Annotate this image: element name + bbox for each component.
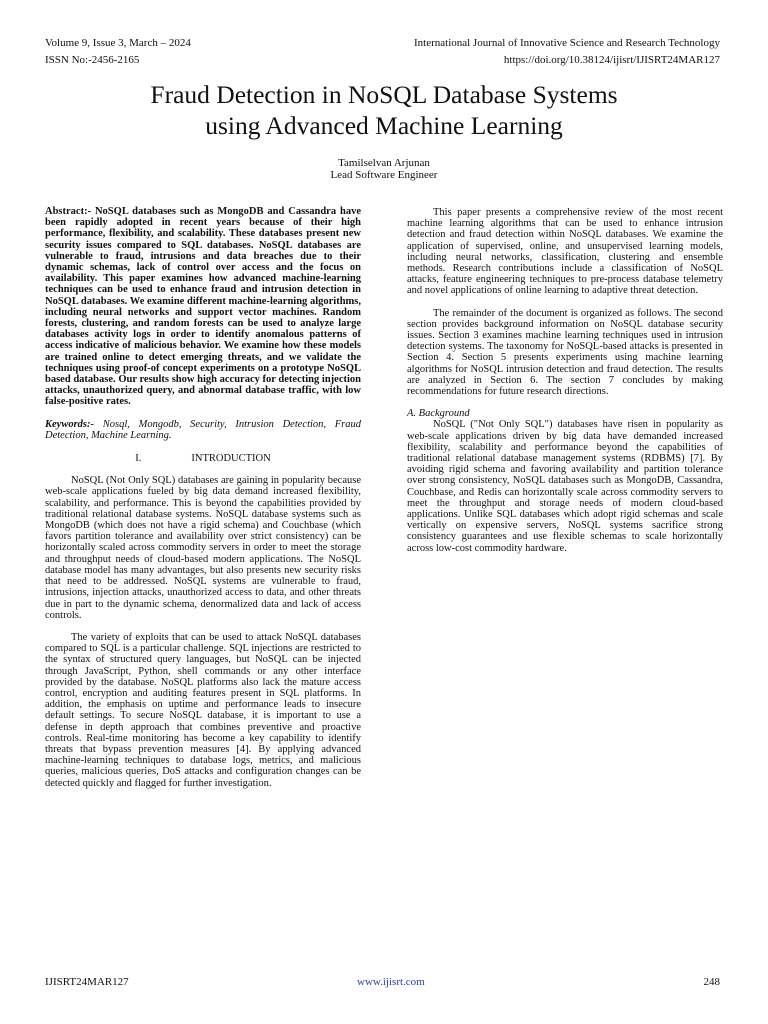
title-line-1: Fraud Detection in NoSQL Database Systems — [150, 80, 618, 109]
author-block — [0, 157, 768, 181]
footer-paper-id: IJISRT24MAR127 — [45, 976, 129, 988]
keywords-label: Keywords:- — [45, 418, 94, 430]
paper-title — [0, 79, 768, 141]
section-title: INTRODUCTION — [191, 453, 271, 465]
author-role: Lead Software Engineer — [330, 169, 438, 181]
subsection-heading-background: A. Background — [407, 408, 470, 420]
header-doi[interactable]: https://doi.org/10.38124/ijisrt/IJISRT24MAR127 — [503, 54, 720, 66]
header-issn: ISSN No:-2456-2165 — [45, 54, 140, 66]
author-name: Tamilselvan Arjunan — [338, 157, 430, 169]
intro-paragraph-2: The variety of exploits that can be used to attack NoSQL databases compared to SQL is a particular challenge. SQL injections are restricted to the syntax of structured query languages, but NoSQL can be injected through JavaScript, Python, shell commands or any other interface provided by the database. NoSQL platforms also lack the mature access control, encryption and auditing features present in SQL platforms. In addition, the emphasis on uptime and performance leads to insecure default settings. To secure NoSQL database, it is important to use a defense in depth approach that combines preventive and proactive controls. Real-time monitoring has become a key capability to identify threats that bypass prevention measures [4]. By applying advanced machine-learning techniques to database logs, metrics, and malicious queries, malicious queries, DoS attacks and configuration changes can be detected quickly and flagged for further investigation. — [45, 631, 361, 789]
header-journal: International Journal of Innovative Science and Research Technology — [413, 37, 720, 49]
background-paragraph: NoSQL ("Not Only SQL") databases have risen in popularity as web-scale applications driven by big data have demanded increased flexibility, scalability and performance beyond the capabilities of traditional relational database management systems (RDBMS) [7]. By avoiding rigid schema and favoring availability and partition tolerance over strong consistency, NoSQL databases such as MongoDB, Cassandra, Couchbase, and Redis can horizontally scale across commodity servers to meet the throughput and storage needs of modern cloud-based applications. Unlike SQL databases which adopt rigid schemas and scale vertically on expensive servers, NoSQL systems sacrifice strong consistency guarantees and use flexible schemas to scale horizontally across low-cost commodity hardware. — [407, 419, 723, 554]
right-paragraph-2: The remainder of the document is organized as follows. The second section provides background information on NoSQL database security issues. Section 3 examines machine learning techniques used in intrusion detection systems. The taxonomy for NoSQL-based attacks is presented in Section 4. Section 5 presents experiments using machine learning algorithms for NoSQL intrusion detection and fraud detection. The results are analyzed in Section 6. The section 7 concludes by making recommendations for future research directions. — [407, 307, 723, 398]
right-column — [407, 207, 723, 554]
header-volume: Volume 9, Issue 3, March – 2024 — [45, 37, 191, 49]
section-number: I. — [135, 453, 142, 465]
footer-page-number: 248 — [703, 976, 720, 988]
keywords — [45, 419, 361, 441]
left-column — [45, 206, 361, 789]
section-heading-introduction — [45, 453, 361, 464]
intro-paragraph-1: NoSQL (Not Only SQL) databases are gaining in popularity because web-scale applications fueled by big data demand increased flexibility, scalability, and performance. This is beyond the capabilities provided by traditional relational database systems. NoSQL database systems such as MongoDB (which does not have a rigid schema) and Couchbase (which favors partition tolerance and availability over strict consistency) can be horizontally scaled across commodity servers in order to meet the storage and throughput needs of cloud-based modern applications. The NoSQL database model has many advantages, but also presents new security risks that need to be addressed. NoSQL systems are vulnerable to fraud, intrusions, injection attacks, unauthorized access to data, and other threats due in part to the dynamic schema, denormalized data and lack of access controls. — [45, 475, 361, 621]
title-line-2: using Advanced Machine Learning — [205, 111, 563, 140]
right-paragraph-1: This paper presents a comprehensive review of the most recent machine learning algorithms that can be used to enhance intrusion detection and fraud detection within NoSQL databases. We examine the application of supervised, online, and unsupervised learning models, including neural networks, classification, clustering and ensemble methods. Research contributions include a classification of NoSQL attacks, feature engineering techniques to pre-process database telemetry and novel applications of online learning to adaptive threat detection. — [407, 207, 723, 297]
abstract: Abstract:- NoSQL databases such as MongoDB and Cassandra have been rapidly adopted in recent years because of their high performance, flexibility, and scalability. These databases present new security issues compared to SQL databases. NoSQL databases are vulnerable to fraud, intrusions and data breaches due to their dynamic schemas, lack of control over access and the focus on availability. This paper examines how advanced machine-learning techniques can be used to enhance fraud and intrusion detection in NoSQL databases. We examine different machine-learning algorithms, including neural networks and support vector machines. Random forests, clustering, and random forests can be used to analyze large databases activity logs in order to identify anomalous patterns of access indicative of malicious behavior. We examine how these models are trained online to detect emerging threats, and we validate the techniques using proof-of concept experiments on a prototype NoSQL based database. Our results show high accuracy for detecting injection attacks, unauthorized query, and abnormal database traffic, with low false-positive rates. — [45, 206, 361, 408]
footer-website-link[interactable]: www.ijisrt.com — [357, 976, 425, 988]
keywords-text: Nosql, Mongodb, Security, Intrusion Detection, Fraud Detection, Machine Learning. — [45, 418, 361, 441]
